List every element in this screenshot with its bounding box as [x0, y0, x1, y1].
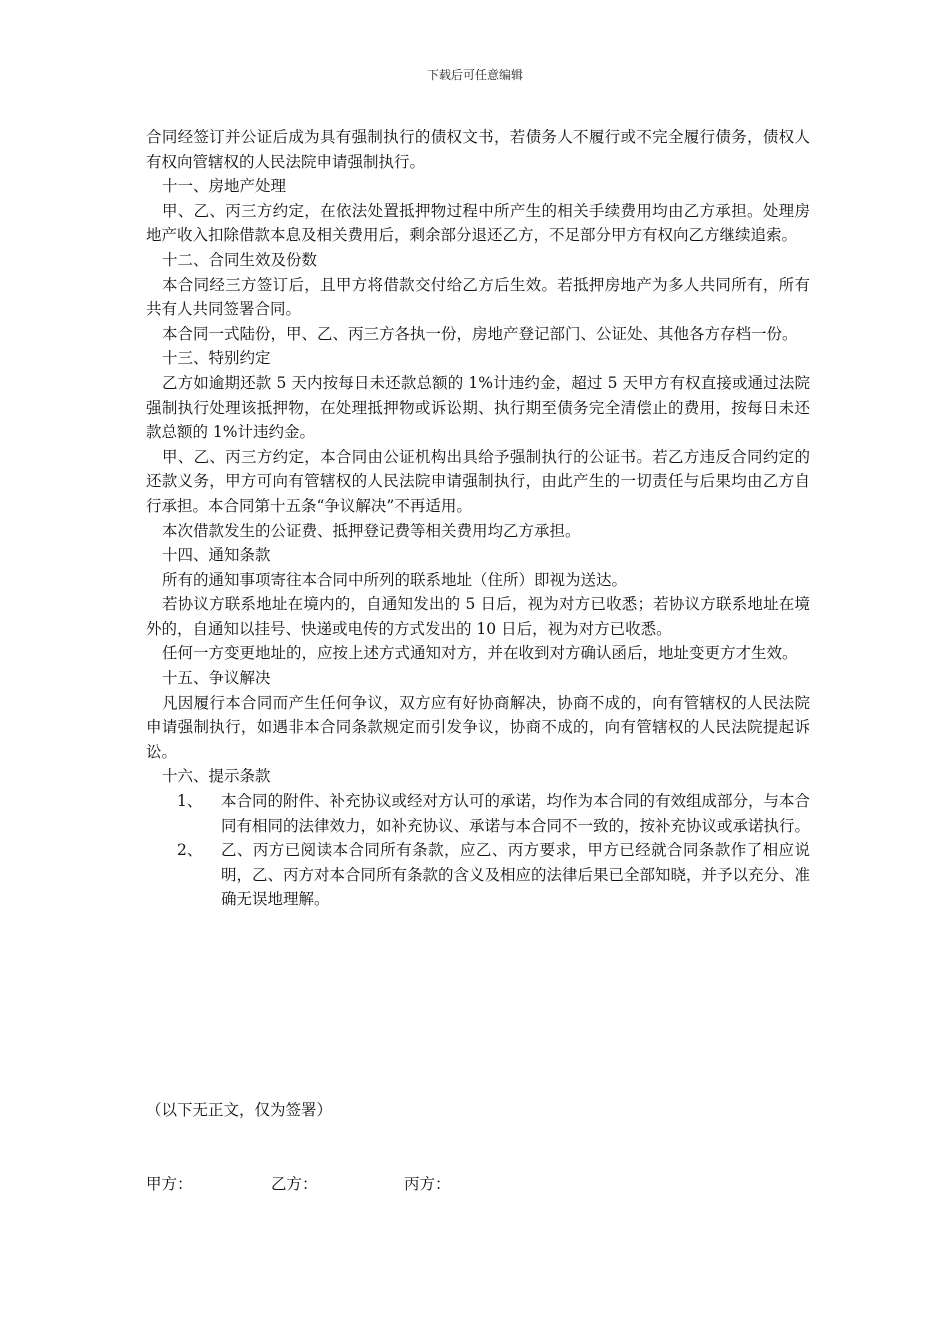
paragraph: 本合同经三方签订后，且甲方将借款交付给乙方后生效。若抵押房地产为多人共同所有，所有共有人共同签署合同。	[146, 275, 810, 319]
paragraph: 若协议方联系地址在境内的，自通知发出的 5 日后，视为对方已收悉；若协议方联系地址在境外的，自通知以挂号、快递或电传的方式发出的 10 日后，视为对方已收悉。	[146, 595, 810, 638]
paragraph: 所有的通知事项寄往本合同中所列的联系地址（住所）即视为送达。	[162, 570, 628, 589]
paragraph: 凡因履行本合同而产生任何争议，双方应有好协商解决，协商不成的，向有管辖权的人民法院申请强制执行，如遇非本合同条款规定而引发争议，协商不成的，向有管辖权的人民法院提起诉讼。	[146, 693, 810, 761]
section-heading: 十五、争议解决	[162, 669, 271, 688]
list-item-number: 1、	[177, 792, 203, 811]
paragraph: 任何一方变更地址的，应按上述方式通知对方，并在收到对方确认函后，地址变更方才生效。	[162, 644, 798, 663]
list-item-text: 乙、丙方已阅读本合同所有条款，应乙、丙方要求，甲方已经就合同条款作了相应说明，乙、丙方对本合同所有条款的含义及相应的法律后果已全部知晓，并予以充分、准确无误地理解。	[221, 841, 811, 909]
section-heading: 十二、合同生效及份数	[162, 250, 318, 269]
paragraph: 本合同一式陆份，甲、乙、丙三方各执一份，房地产登记部门、公证处、其他各方存档一份。	[162, 324, 798, 343]
paragraph: 甲、乙、丙三方约定，在依法处置抵押物过程中所产生的相关手续费用均由乙方承担。处理房地产收入扣除借款本息及相关费用后，剩余部分退还乙方，不足部分甲方有权向乙方继续追索。	[146, 201, 810, 245]
paragraph: 乙方如逾期还款 5 天内按每日未还款总额的 1%计违约金，超过 5 天甲方有权直接或通过法院强制执行处理该抵押物，在处理抵押物或诉讼期、执行期至债务完全清偿止的费用，按每日未还款总额的 1%计违约金。	[146, 373, 810, 442]
section-heading: 十三、特别约定	[162, 349, 271, 368]
paragraph: 甲、乙、丙三方约定，本合同由公证机构出具给予强制执行的公证书。若乙方违反合同约定的还款义务，甲方可向有管辖权的人民法院申请强制执行，由此产生的一切责任与后果均由乙方自行承担。本合同第十五条“争议解决”不再适用。	[146, 447, 810, 515]
section-heading: 十四、通知条款	[162, 546, 271, 565]
list-item	[146, 838, 810, 912]
contract-body	[146, 125, 810, 912]
paragraph: 本次借款发生的公证费、抵押登记费等相关费用均乙方承担。	[162, 521, 581, 540]
list-item-text: 本合同的附件、补充协议或经对方认可的承诺，均作为本合同的有效组成部分，与本合同有相同的法律效力，如补充协议、承诺与本合同不一致的，按补充协议或承诺执行。	[221, 792, 811, 835]
signature-party-c: 丙方：	[404, 1175, 451, 1193]
section-heading: 十一、房地产处理	[162, 177, 287, 196]
list-item-number: 2、	[177, 841, 203, 860]
paragraph: 合同经签订并公证后成为具有强制执行的债权文书，若债务人不履行或不完全履行债务，债权人有权向管辖权的人民法院申请强制执行。	[146, 128, 810, 171]
list-item	[146, 789, 810, 838]
section-heading: 十六、提示条款	[162, 767, 271, 786]
page-header: 下载后可任意编辑	[426, 68, 523, 82]
signature-party-b: 乙方：	[271, 1175, 318, 1193]
signature-party-a: 甲方：	[146, 1175, 193, 1193]
signature-note: （以下无正文，仅为签署）	[146, 1101, 333, 1119]
